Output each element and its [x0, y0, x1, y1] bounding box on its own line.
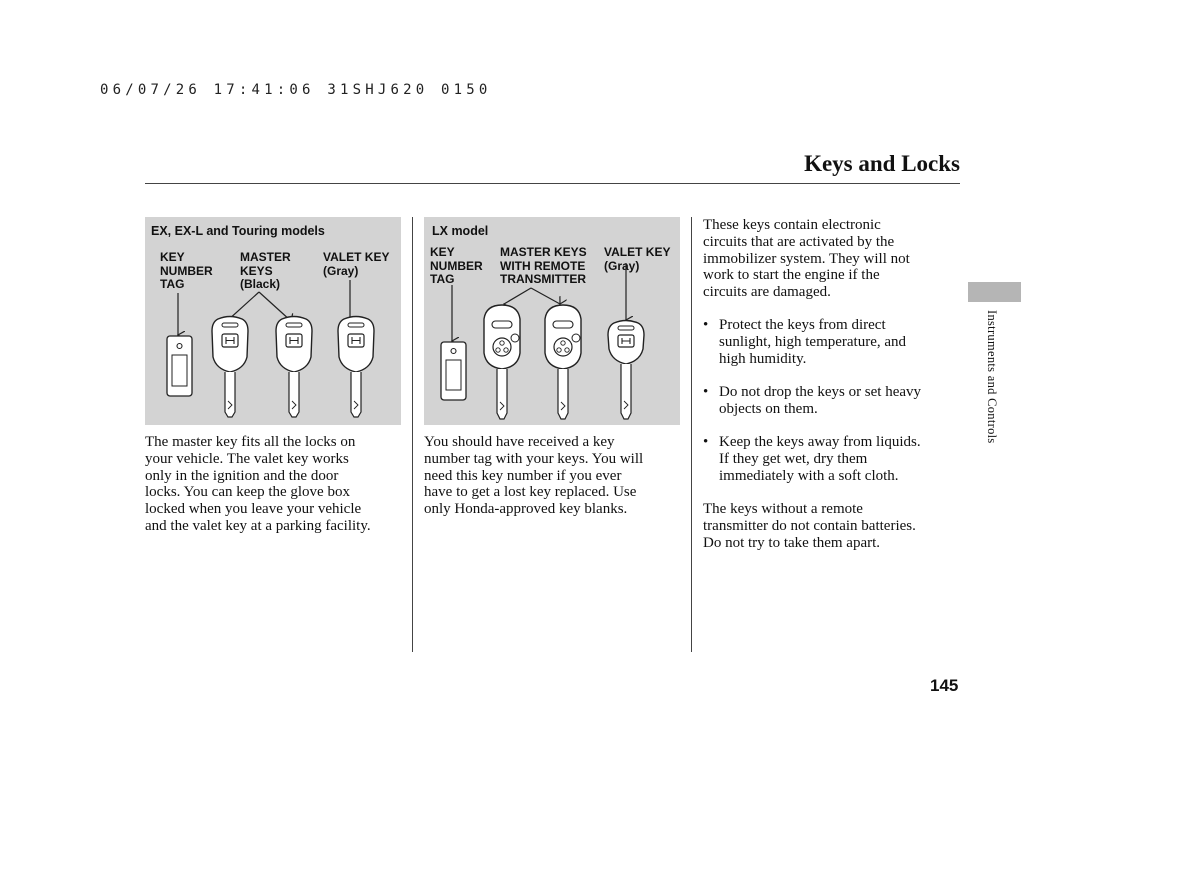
illustration-panel-ex [145, 217, 401, 425]
master-leader-line-2 [531, 288, 560, 304]
key-number-tag-icon [441, 342, 466, 400]
page-title: Keys and Locks [804, 151, 960, 176]
page-number: 145 [930, 676, 959, 695]
master-leader-line-1 [504, 288, 531, 304]
label-valet-key: VALET KEY (Gray) [323, 250, 390, 278]
panel-title: LX model [432, 224, 489, 238]
print-timestamp: 06/07/26 17:41:06 31SHJ620 0150 [100, 82, 492, 98]
label-key-number-tag: KEY NUMBER TAG [160, 250, 213, 291]
column-divider-1 [412, 217, 413, 652]
label-valet-key: VALET KEY (Gray) [604, 245, 671, 273]
bullet-text: Protect the keys from direct sunlight, high temperature, and high humidity. [719, 317, 907, 367]
batteries-paragraph: The keys without a remote transmitter do not contain batteries. Do not try to take them apart. [703, 501, 916, 551]
bullet-dot: • [703, 434, 709, 450]
remote-key-icon-2 [545, 305, 581, 419]
bullet-text: Keep the keys away from liquids. If they get wet, dry them immediately with a soft cloth. [719, 434, 921, 484]
label-master-keys-remote: MASTER KEYS WITH REMOTE TRANSMITTER [500, 245, 587, 286]
bullet-dot: • [703, 317, 709, 333]
bullet-dot: • [703, 384, 709, 400]
header-rule [145, 183, 960, 184]
section-tab-marker [968, 282, 1021, 302]
valet-key-icon [608, 321, 644, 420]
master-key-paragraph: The master key fits all the locks on your vehicle. The valet key works only in the ignition and the door locks. You can keep the glove box locked when you leave your vehicle and the valet key at a parking facility. [145, 434, 371, 534]
section-tab-label: Instruments and Controls [985, 310, 999, 444]
remote-key-icon-1 [484, 305, 520, 419]
key-number-tag-paragraph: You should have received a key number tag with your keys. You will need this key number if you ever have to get a lost key replaced. Use only Honda-approved key blanks. [424, 434, 644, 518]
master-key-icon-1 [212, 317, 248, 418]
bullet-text: Do not drop the keys or set heavy objects on them. [719, 384, 922, 417]
illustration-panel-lx [424, 217, 680, 425]
keys-illustration-ex [145, 217, 401, 425]
immobilizer-paragraph: These keys contain electronic circuits that are activated by the immobilizer system. They will not work to start the engine if the circuits are damaged. [703, 217, 910, 301]
valet-key-icon [338, 317, 374, 418]
master-key-icon-2 [276, 317, 312, 418]
master-leader-line-2 [259, 292, 291, 321]
label-key-number-tag: KEY NUMBER TAG [430, 245, 483, 286]
keys-illustration-lx [424, 217, 680, 425]
column-divider-2 [691, 217, 692, 652]
key-number-tag-icon [167, 336, 192, 396]
panel-title: EX, EX-L and Touring models [151, 224, 325, 238]
label-master-keys: MASTER KEYS (Black) [240, 250, 291, 291]
